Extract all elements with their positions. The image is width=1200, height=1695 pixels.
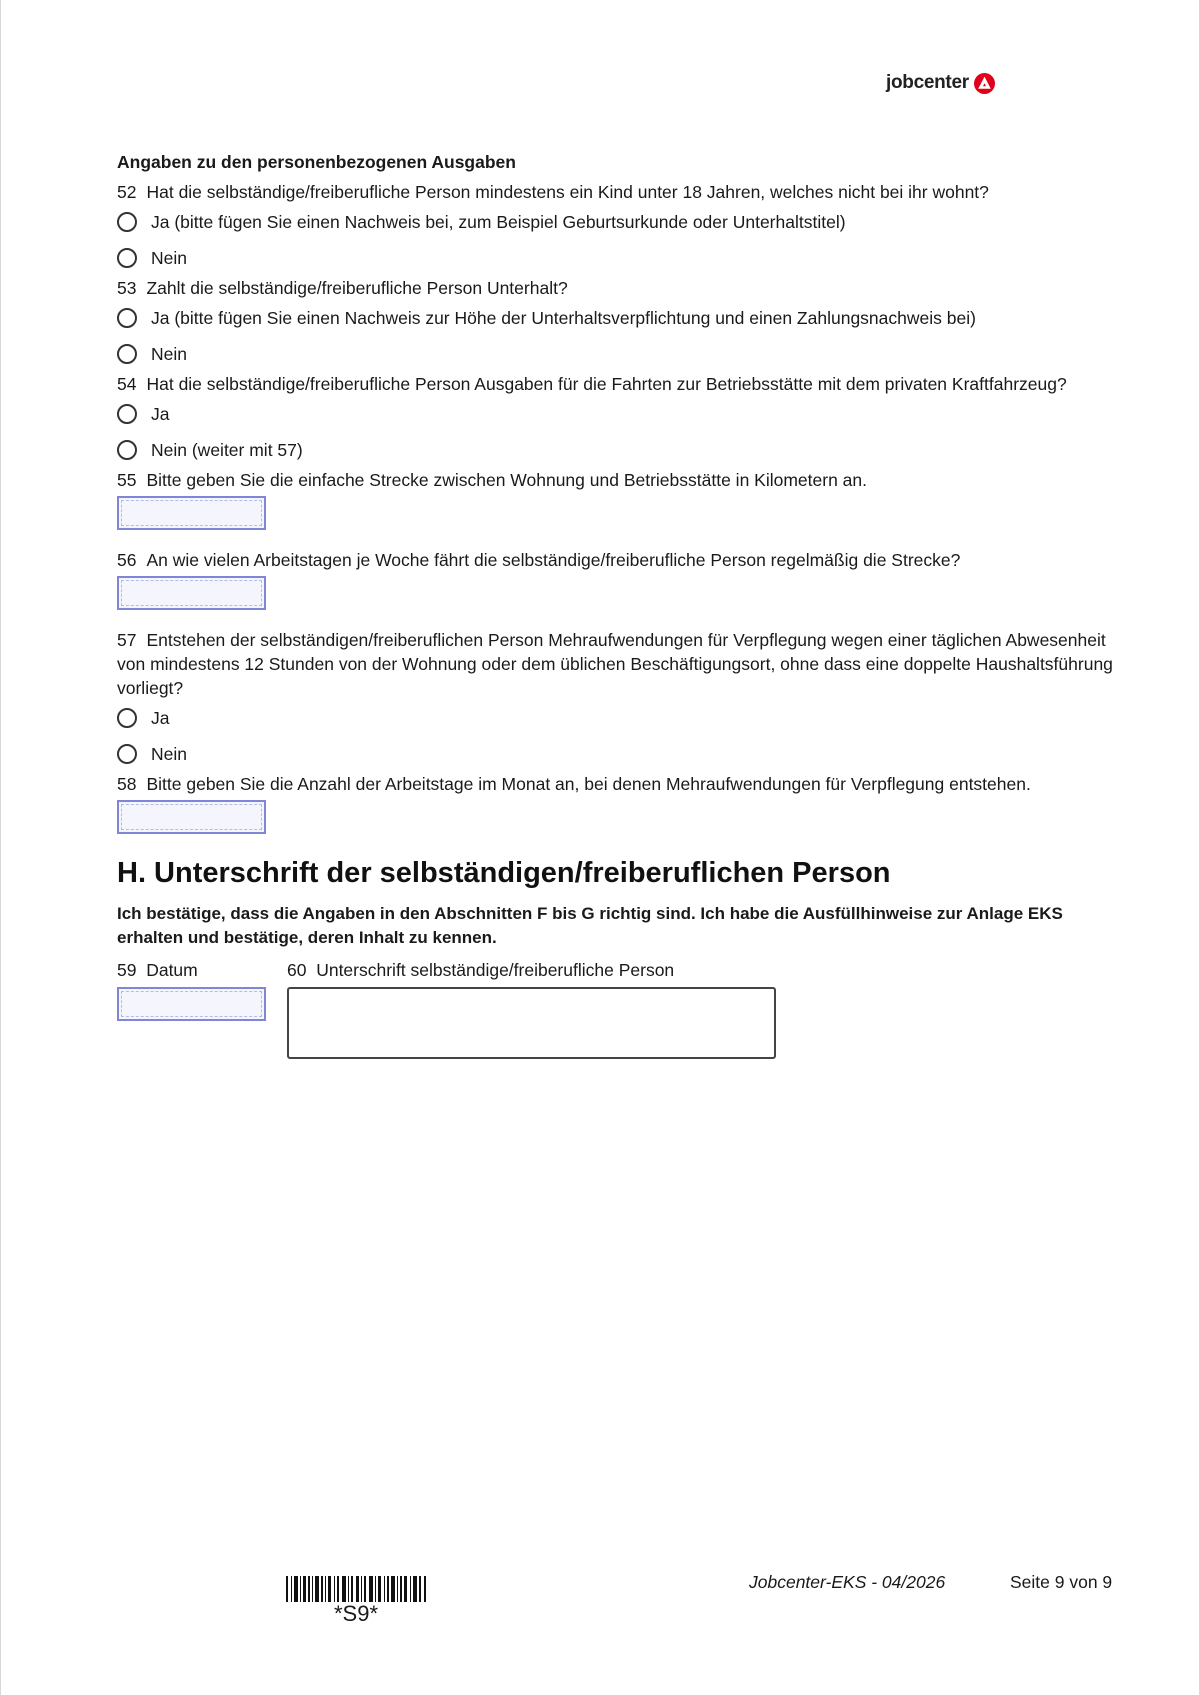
q54-option-yes[interactable]: Ja [117, 396, 1117, 432]
section-h-title: H. Unterschrift der selbständigen/freiberuflichen Person [117, 857, 891, 889]
km-distance-field[interactable] [117, 496, 266, 530]
question-58: 58 Bitte geben Sie die Anzahl der Arbeitstage im Monat an, bei denen Mehraufwendungen für Verpflegung entstehen. [117, 774, 1031, 794]
question-57-text: Entstehen der selbständigen/freiberuflichen Person Mehraufwendungen für Verpflegung wegen einer täglichen Abwesenheit von mindestens 12 Stunden von der Wohnung oder dem üblichen Beschäftigungsort, ohne dass eine doppelte Haushaltsführung vorliegt? [117, 630, 1113, 698]
barcode [286, 1576, 426, 1627]
question-56: 56 An wie vielen Arbeitstagen je Woche fährt die selbständige/freiberufliche Person regelmäßig die Strecke? [117, 550, 961, 570]
q53-option-yes[interactable]: Ja (bitte fügen Sie einen Nachweis zur Höhe der Unterhaltsverpflichtung und einen Zahlungsnachweis bei) [117, 300, 1117, 336]
form-id: Jobcenter-EKS - 04/2026 [749, 1572, 946, 1592]
logo-text: jobcenter [886, 72, 969, 93]
radio-button[interactable] [117, 440, 137, 460]
q53-option-no[interactable]: Nein [117, 336, 1117, 372]
barcode-text: *S9* [333, 1601, 379, 1626]
signature-label: 60 Unterschrift selbständige/freiberufliche Person [287, 960, 675, 980]
question-57: 57 Entstehen der selbständigen/freiberuflichen Person Mehraufwendungen für Verpflegung wegen einer täglichen Abwesenheit von mindestens 12 Stunden von der Wohnung oder dem üblichen Beschäftigungsort, ohne dass eine doppelte Haushaltsführung vorliegt? [117, 630, 1113, 698]
question-56-text: An wie vielen Arbeitstagen je Woche fährt die selbständige/freiberufliche Person regelmäßig die Strecke? [146, 550, 961, 570]
section-subtitle: Angaben zu den personenbezogenen Ausgaben [117, 152, 516, 172]
meal-days-per-month-field[interactable] [117, 800, 266, 834]
signature-row [117, 960, 1117, 1059]
radio-button[interactable] [117, 744, 137, 764]
radio-button[interactable] [117, 404, 137, 424]
form-content [117, 150, 1117, 1059]
q52-option-no[interactable]: Nein [117, 240, 1117, 276]
workdays-per-week-field[interactable] [117, 576, 266, 610]
jobcenter-logo [886, 72, 995, 94]
q52-option-yes[interactable]: Ja (bitte fügen Sie einen Nachweis bei, zum Beispiel Geburtsurkunde oder Unterhaltstitel) [117, 204, 1117, 240]
question-55-text: Bitte geben Sie die einfache Strecke zwischen Wohnung und Betriebsstätte in Kilometern an. [146, 470, 867, 490]
q57-option-no[interactable]: Nein [117, 736, 1117, 772]
confirmation-text: Ich bestätige, dass die Angaben in den Abschnitten F bis G richtig sind. Ich habe die Ausfüllhinweise zur Anlage EKS erhalten und bestätige, deren Inhalt zu kennen. [117, 904, 1063, 947]
page-number: Seite 9 von 9 [1010, 1572, 1113, 1592]
question-54: 54 Hat die selbständige/freiberufliche Person Ausgaben für die Fahrten zur Betriebsstätte mit dem privaten Kraftfahrzeug? [117, 374, 1067, 394]
radio-button[interactable] [117, 308, 137, 328]
date-column [117, 960, 267, 1059]
barcode-icon [286, 1576, 426, 1602]
radio-button[interactable] [117, 708, 137, 728]
question-53-text: Zahlt die selbständige/freiberufliche Person Unterhalt? [146, 278, 568, 298]
question-52: 52 Hat die selbständige/freiberufliche Person mindestens ein Kind unter 18 Jahren, welches nicht bei ihr wohnt? [117, 182, 989, 202]
signature-box[interactable] [287, 987, 776, 1059]
question-52-text: Hat die selbständige/freiberufliche Person mindestens ein Kind unter 18 Jahren, welches nicht bei ihr wohnt? [146, 182, 989, 202]
question-58-text: Bitte geben Sie die Anzahl der Arbeitstage im Monat an, bei denen Mehraufwendungen für Verpflegung entstehen. [146, 774, 1031, 794]
question-54-text: Hat die selbständige/freiberufliche Person Ausgaben für die Fahrten zur Betriebsstätte mit dem privaten Kraftfahrzeug? [146, 374, 1067, 394]
jobcenter-arrow-icon [974, 73, 995, 94]
q57-option-yes[interactable]: Ja [117, 700, 1117, 736]
date-label: 59 Datum [117, 960, 198, 980]
question-53: 53 Zahlt die selbständige/freiberufliche Person Unterhalt? [117, 278, 568, 298]
signature-column [287, 960, 777, 1059]
radio-button[interactable] [117, 212, 137, 232]
radio-button[interactable] [117, 344, 137, 364]
radio-button[interactable] [117, 248, 137, 268]
question-55: 55 Bitte geben Sie die einfache Strecke zwischen Wohnung und Betriebsstätte in Kilometern an. [117, 470, 867, 490]
date-field[interactable] [117, 987, 266, 1021]
q54-option-no[interactable]: Nein (weiter mit 57) [117, 432, 1117, 468]
